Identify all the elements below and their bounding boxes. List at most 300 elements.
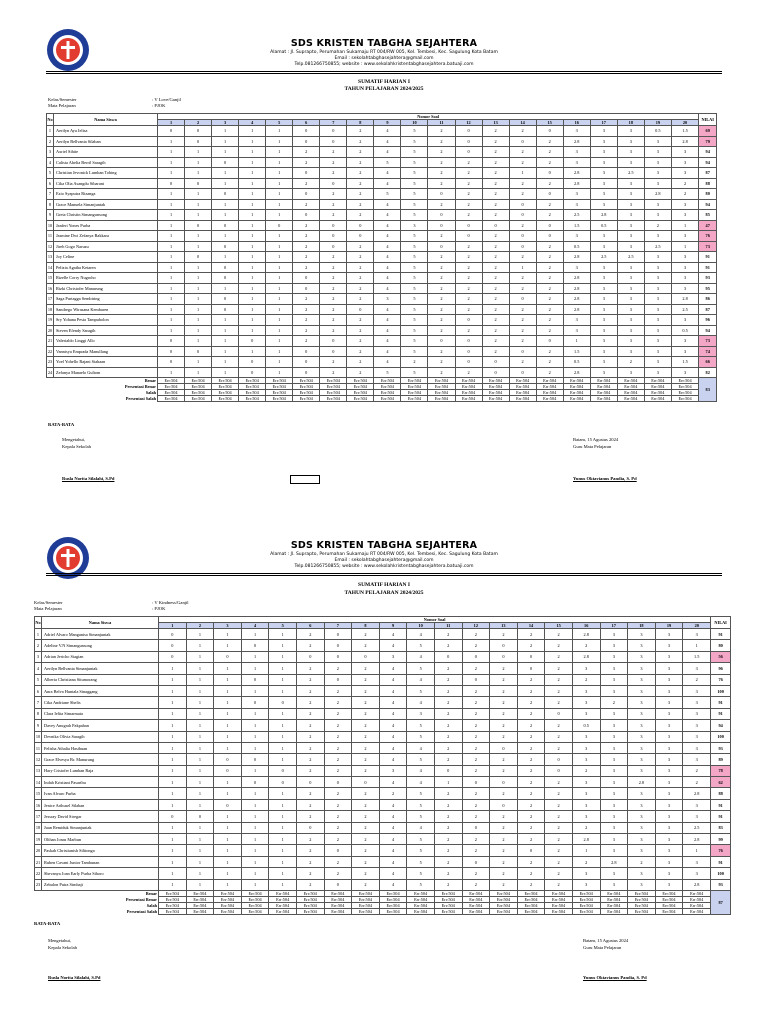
score-cell: 0 (158, 357, 185, 368)
summary-cell: Err:504 (671, 378, 698, 384)
summary-cell: Err:504 (683, 896, 711, 902)
score-cell: 3 (563, 325, 590, 336)
score-cell: 1 (683, 845, 711, 856)
score-cell: 4 (374, 262, 401, 273)
nilai-cell: 94 (699, 199, 717, 210)
score-cell: 0 (159, 811, 187, 822)
score-cell: 5 (401, 210, 428, 221)
score-cell: 2 (517, 834, 545, 845)
score-cell: 2 (482, 126, 509, 137)
score-cell: 3 (572, 811, 600, 822)
guru-name: Yunus Oktavianus Pandia, S. Pd (583, 975, 647, 980)
student-no: 1 (47, 126, 54, 137)
score-cell: 2 (434, 879, 462, 890)
score-cell: 2 (545, 663, 573, 674)
score-cell: 3 (683, 754, 711, 765)
score-cell: 5 (401, 126, 428, 137)
score-cell: 2 (455, 367, 482, 378)
score-cell: 4 (379, 629, 407, 640)
score-cell: 0 (159, 629, 187, 640)
score-cell: 2 (324, 799, 352, 810)
col-header-q: 5 (269, 623, 297, 629)
student-no: 22 (47, 346, 54, 357)
summary-cell: Err:504 (320, 390, 347, 396)
score-cell: 0 (545, 708, 573, 719)
score-cell: 1 (158, 168, 185, 179)
score-cell: 2 (517, 879, 545, 890)
score-cell: 3 (572, 788, 600, 799)
summary-cell: Err:504 (239, 390, 266, 396)
score-cell: 3 (671, 199, 698, 210)
student-no: 21 (47, 336, 54, 347)
score-cell: 1 (212, 315, 239, 326)
score-cell: 2 (293, 325, 320, 336)
col-header-q: 16 (572, 623, 600, 629)
student-name: Valerialdo Linggi Allo (54, 336, 158, 347)
col-header-q: 2 (185, 120, 212, 126)
col-header-q: 13 (490, 623, 518, 629)
score-cell: 1 (266, 147, 293, 158)
mapel-label: Mata Pelajaran (34, 606, 62, 611)
score-cell: 2 (434, 856, 462, 867)
summary-cell: Err:504 (600, 890, 628, 896)
score-cell: 0 (509, 136, 536, 147)
score-cell: 3 (644, 283, 671, 294)
summary-label: Salah (145, 390, 156, 395)
table-row (47, 220, 717, 231)
score-cell: 2 (482, 168, 509, 179)
score-cell: 3 (572, 685, 600, 696)
score-cell: 1 (158, 231, 185, 242)
score-cell: 3 (590, 241, 617, 252)
score-cell: 2 (462, 742, 490, 753)
score-cell: 3 (644, 262, 671, 273)
score-cell: 1 (185, 157, 212, 168)
score-cell: 2 (352, 856, 380, 867)
score-cell: 2 (428, 367, 455, 378)
student-name: Ezio Syaputra Rizanga (54, 189, 158, 200)
student-name: Adrian Jericho Siagian (42, 651, 159, 662)
score-cell: 2 (462, 834, 490, 845)
nilai-cell: 91 (711, 697, 731, 708)
summary-cell: Err:504 (671, 396, 698, 402)
score-cell: 3 (628, 868, 656, 879)
summary-cell: Err:504 (536, 384, 563, 390)
summary-cell: Err:504 (241, 908, 269, 914)
score-cell: 5 (374, 189, 401, 200)
score-cell: 2 (352, 765, 380, 776)
col-header-q: 10 (407, 623, 435, 629)
table-row (35, 879, 731, 890)
student-no: 17 (35, 811, 42, 822)
student-no: 11 (35, 742, 42, 753)
score-cell: 0 (462, 651, 490, 662)
score-cell: 3 (655, 834, 683, 845)
col-header-nomor-soal: Nomor Soal (159, 617, 711, 623)
nilai-cell: 100 (711, 868, 731, 879)
score-cell: 2 (600, 697, 628, 708)
score-cell: 3 (590, 315, 617, 326)
col-header-nama: Nama Siswa (42, 617, 159, 629)
score-cell: 0 (324, 629, 352, 640)
score-cell: 3 (600, 845, 628, 856)
summary-cell: Err:504 (241, 902, 269, 908)
score-cell: 1 (434, 777, 462, 788)
score-cell: 3 (563, 126, 590, 137)
score-cell: 3 (671, 367, 698, 378)
score-cell: 3 (671, 336, 698, 347)
score-cell: 4 (379, 777, 407, 788)
summary-cell: Err:504 (269, 890, 297, 896)
score-cell: 2 (517, 629, 545, 640)
score-cell: 2 (482, 199, 509, 210)
score-cell: 1 (266, 157, 293, 168)
score-cell: 1 (158, 262, 185, 273)
score-cell: 2 (296, 834, 324, 845)
score-cell: 1 (212, 231, 239, 242)
score-cell: 2 (320, 157, 347, 168)
score-cell: 4 (407, 651, 435, 662)
score-cell: 1 (212, 367, 239, 378)
score-cell: 1 (214, 640, 242, 651)
score-cell: 2 (462, 640, 490, 651)
student-name: Jireh Gogo Naruzu (54, 241, 158, 252)
student-no: 11 (47, 231, 54, 242)
score-cell: 1 (239, 168, 266, 179)
score-cell: 1 (239, 157, 266, 168)
score-cell: 2 (324, 765, 352, 776)
score-cell: 1 (185, 241, 212, 252)
score-cell: 2 (324, 685, 352, 696)
score-cell: 4 (374, 325, 401, 336)
score-cell: 3 (655, 674, 683, 685)
score-cell: 1 (509, 168, 536, 179)
student-name: Sandrego Wirasana Kembaren (54, 304, 158, 315)
score-cell: 2 (324, 731, 352, 742)
score-cell: 2 (428, 346, 455, 357)
summary-cell: Err:504 (186, 890, 214, 896)
score-cell: 3 (655, 879, 683, 890)
score-cell: 2 (683, 674, 711, 685)
score-cell: 2 (509, 157, 536, 168)
score-cell: 2 (293, 252, 320, 263)
nilai-cell: 76 (711, 845, 731, 856)
score-cell: 3 (683, 856, 711, 867)
score-cell: 2 (536, 367, 563, 378)
score-cell: 2 (347, 294, 374, 305)
score-cell: 2 (490, 879, 518, 890)
table-row (35, 856, 731, 867)
summary-cell: Err:504 (159, 890, 187, 896)
score-cell: 4 (374, 357, 401, 368)
summary-cell: Err:504 (655, 896, 683, 902)
student-name: Aerilyn Bellvania Silaban (54, 136, 158, 147)
score-cell: 5 (401, 325, 428, 336)
kepsek-name: Rusla Norita Silalahi, S.Pd (48, 975, 101, 980)
score-cell: 0 (482, 367, 509, 378)
score-cell: 0 (536, 168, 563, 179)
score-cell: 3 (628, 685, 656, 696)
score-cell: 2 (455, 168, 482, 179)
nilai-cell: 79 (699, 136, 717, 147)
score-cell: 2.8 (563, 367, 590, 378)
report-title: SUMATIF HARIAN I (358, 79, 410, 85)
score-cell: 0 (536, 231, 563, 242)
summary-cell: Err:504 (407, 902, 435, 908)
score-cell: 2 (434, 685, 462, 696)
score-cell: 2 (428, 315, 455, 326)
score-cell: 2 (482, 147, 509, 158)
score-cell: 2 (482, 336, 509, 347)
score-cell: 1 (241, 868, 269, 879)
score-cell: 2 (509, 252, 536, 263)
student-name: Cika Andriane Shelis (42, 697, 159, 708)
score-cell: 2 (572, 765, 600, 776)
student-no: 8 (47, 199, 54, 210)
score-cell: 2 (490, 834, 518, 845)
summary-cell: Err:504 (158, 378, 185, 384)
score-cell: 2.8 (683, 834, 711, 845)
score-cell: 3 (617, 241, 644, 252)
score-cell: 1 (159, 822, 187, 833)
score-cell: 2.5 (644, 241, 671, 252)
school-email: Email : sekolahtabghasejahtera@gmail.com (334, 558, 434, 563)
score-cell: 2 (517, 856, 545, 867)
score-cell: 3 (628, 811, 656, 822)
score-cell: 1 (239, 325, 266, 336)
summary-cell: Err:504 (401, 384, 428, 390)
score-cell: 1 (186, 777, 214, 788)
score-cell: 2.5 (617, 252, 644, 263)
score-cell: 5 (401, 189, 428, 200)
summary-cell: Err:504 (490, 902, 518, 908)
score-cell: 1 (266, 168, 293, 179)
summary-cell: Err:504 (158, 396, 185, 402)
score-cell: 4 (374, 241, 401, 252)
summary-cell: Err:504 (490, 890, 518, 896)
score-cell: 3 (683, 663, 711, 674)
summary-cell: Err:504 (324, 890, 352, 896)
score-cell: 1 (241, 811, 269, 822)
col-header-q: 2 (186, 623, 214, 629)
mapel-value: : PJOK (152, 606, 166, 611)
summary-cell: Err:504 (600, 908, 628, 914)
score-cell: 2 (296, 663, 324, 674)
score-cell: 3 (600, 731, 628, 742)
col-header-q: 9 (379, 623, 407, 629)
summary-cell: Err:504 (185, 390, 212, 396)
score-cell: 2 (347, 157, 374, 168)
score-cell: 4 (379, 834, 407, 845)
score-cell: 2 (428, 168, 455, 179)
score-cell: 2 (428, 126, 455, 137)
score-cell: 2 (482, 262, 509, 273)
school-contact: Telp.081266750855; website : www.sekolahkristentabghasejahtera.batuaji.com (294, 564, 474, 569)
student-no: 16 (35, 799, 42, 810)
score-cell: 1 (158, 199, 185, 210)
table-row (35, 788, 731, 799)
score-cell: 1 (269, 663, 297, 674)
score-cell: 2 (455, 241, 482, 252)
score-cell: 3 (655, 822, 683, 833)
score-cell: 3 (617, 178, 644, 189)
score-cell: 2 (490, 754, 518, 765)
score-cell: 2 (536, 283, 563, 294)
score-cell: 0 (320, 346, 347, 357)
table-row (47, 357, 717, 368)
table-row (35, 663, 731, 674)
score-cell: 3 (572, 708, 600, 719)
score-cell: 3 (590, 273, 617, 284)
nilai-cell: 91 (711, 629, 731, 640)
student-no: 7 (35, 697, 42, 708)
score-cell: 3 (655, 754, 683, 765)
score-cell: 2 (545, 822, 573, 833)
score-cell: 3 (644, 346, 671, 357)
score-cell: 0 (293, 273, 320, 284)
score-cell: 4 (374, 136, 401, 147)
score-cell: 2 (509, 147, 536, 158)
score-cell: 1 (185, 304, 212, 315)
score-cell: 2 (545, 720, 573, 731)
score-cell: 2 (324, 754, 352, 765)
score-cell: 3 (590, 283, 617, 294)
summary-label: Persentasi Benar (125, 896, 157, 902)
table-row (47, 325, 717, 336)
score-cell: 2 (296, 731, 324, 742)
student-no: 7 (47, 189, 54, 200)
score-cell: 2 (320, 273, 347, 284)
student-no: 12 (47, 241, 54, 252)
score-cell: 3 (590, 367, 617, 378)
report-year: TAHUN PELAJARAN 2024/2025 (344, 86, 424, 92)
summary-cell: Err:504 (374, 384, 401, 390)
student-name: Indah Kristiani Pasaribu (42, 777, 159, 788)
score-cell: 1 (186, 731, 214, 742)
summary-cell: Err:504 (590, 384, 617, 390)
score-cell: 1.5 (671, 357, 698, 368)
score-cell: 2 (434, 697, 462, 708)
score-cell: 2 (462, 629, 490, 640)
score-cell: 3 (628, 879, 656, 890)
score-cell: 3 (617, 304, 644, 315)
nilai-cell: 94 (699, 147, 717, 158)
score-cell: 2 (517, 777, 545, 788)
school-address: Alamat : Jl. Suprapto, Perumahan Sukamaju RT 004/RW 005, Kel. Tembesi, Kec. Sagulung Kota Batam (270, 50, 498, 55)
summary-cell: Err:504 (374, 378, 401, 384)
summary-cell: Err:504 (628, 902, 656, 908)
score-cell: 3 (572, 742, 600, 753)
score-cell: 2 (455, 210, 482, 221)
col-header-q: 17 (590, 120, 617, 126)
summary-cell: Err:504 (266, 384, 293, 390)
score-cell: 1 (212, 178, 239, 189)
persen-salah-row (47, 396, 717, 402)
table-row (47, 126, 717, 137)
nilai-cell: 76 (711, 674, 731, 685)
guru-name: Yunus Oktavianus Pandia, S. Pd (573, 476, 637, 481)
score-cell: 3 (617, 273, 644, 284)
score-cell: 1 (241, 822, 269, 833)
score-cell: 1 (269, 742, 297, 753)
score-cell: 5 (401, 262, 428, 273)
score-cell: 0 (320, 136, 347, 147)
score-cell: 1 (185, 325, 212, 336)
score-cell: 3 (617, 367, 644, 378)
score-cell: 2 (482, 273, 509, 284)
col-header-q: 8 (347, 120, 374, 126)
score-cell: 0 (241, 640, 269, 651)
score-cell: 2 (644, 220, 671, 231)
score-cell: 1 (269, 834, 297, 845)
summary-cell: Err:504 (214, 902, 242, 908)
score-cell: 4 (407, 777, 435, 788)
score-cell: 0 (462, 856, 490, 867)
score-cell: 0 (158, 336, 185, 347)
summary-label: Benar (145, 891, 157, 897)
summary-cell: Err:504 (617, 378, 644, 384)
nilai-cell: 69 (699, 126, 717, 137)
summary-cell: Err:504 (185, 384, 212, 390)
score-cell: 1 (239, 294, 266, 305)
student-name: Calista Abelia Berril Saragih (54, 157, 158, 168)
summary-cell: Err:504 (434, 896, 462, 902)
score-cell: 3 (655, 856, 683, 867)
mengetahui-label: Mengetahui, (48, 938, 72, 943)
score-cell: 2 (545, 674, 573, 685)
score-cell: 4 (374, 147, 401, 158)
summary-cell: Err:504 (320, 378, 347, 384)
student-no: 6 (47, 178, 54, 189)
score-cell: 2 (536, 178, 563, 189)
score-cell: 0 (158, 126, 185, 137)
score-cell: 2 (545, 685, 573, 696)
score-cell: 0 (293, 136, 320, 147)
score-cell: 4 (379, 845, 407, 856)
summary-cell: Err:504 (159, 908, 187, 914)
summary-cell: Err:504 (671, 390, 698, 396)
score-cell: 1 (269, 651, 297, 662)
score-cell: 2.5 (617, 168, 644, 179)
score-cell: 2 (347, 168, 374, 179)
date-label: Batam, 15 Agustus 2024 (573, 437, 619, 442)
score-cell: 0 (241, 777, 269, 788)
summary-cell: Err:504 (428, 384, 455, 390)
score-cell: 2 (482, 136, 509, 147)
score-cell: 1 (266, 178, 293, 189)
col-header-q: 1 (159, 623, 187, 629)
score-cell: 3 (600, 708, 628, 719)
score-cell: 0 (212, 304, 239, 315)
score-cell: 3 (671, 147, 698, 158)
score-cell: 0 (293, 126, 320, 137)
score-cell: 2 (536, 346, 563, 357)
score-cell: 2 (401, 357, 428, 368)
score-cell: 2 (320, 283, 347, 294)
score-cell: 3 (628, 834, 656, 845)
score-cell: 2 (462, 685, 490, 696)
score-table (46, 113, 717, 402)
col-header-q: 14 (509, 120, 536, 126)
score-cell: 3 (590, 294, 617, 305)
score-cell: 3 (617, 157, 644, 168)
score-cell: 1 (185, 294, 212, 305)
score-cell: 1 (158, 189, 185, 200)
score-cell: 3 (683, 720, 711, 731)
summary-cell: Err:504 (428, 390, 455, 396)
score-cell: 1 (159, 799, 187, 810)
score-cell: 2 (536, 252, 563, 263)
